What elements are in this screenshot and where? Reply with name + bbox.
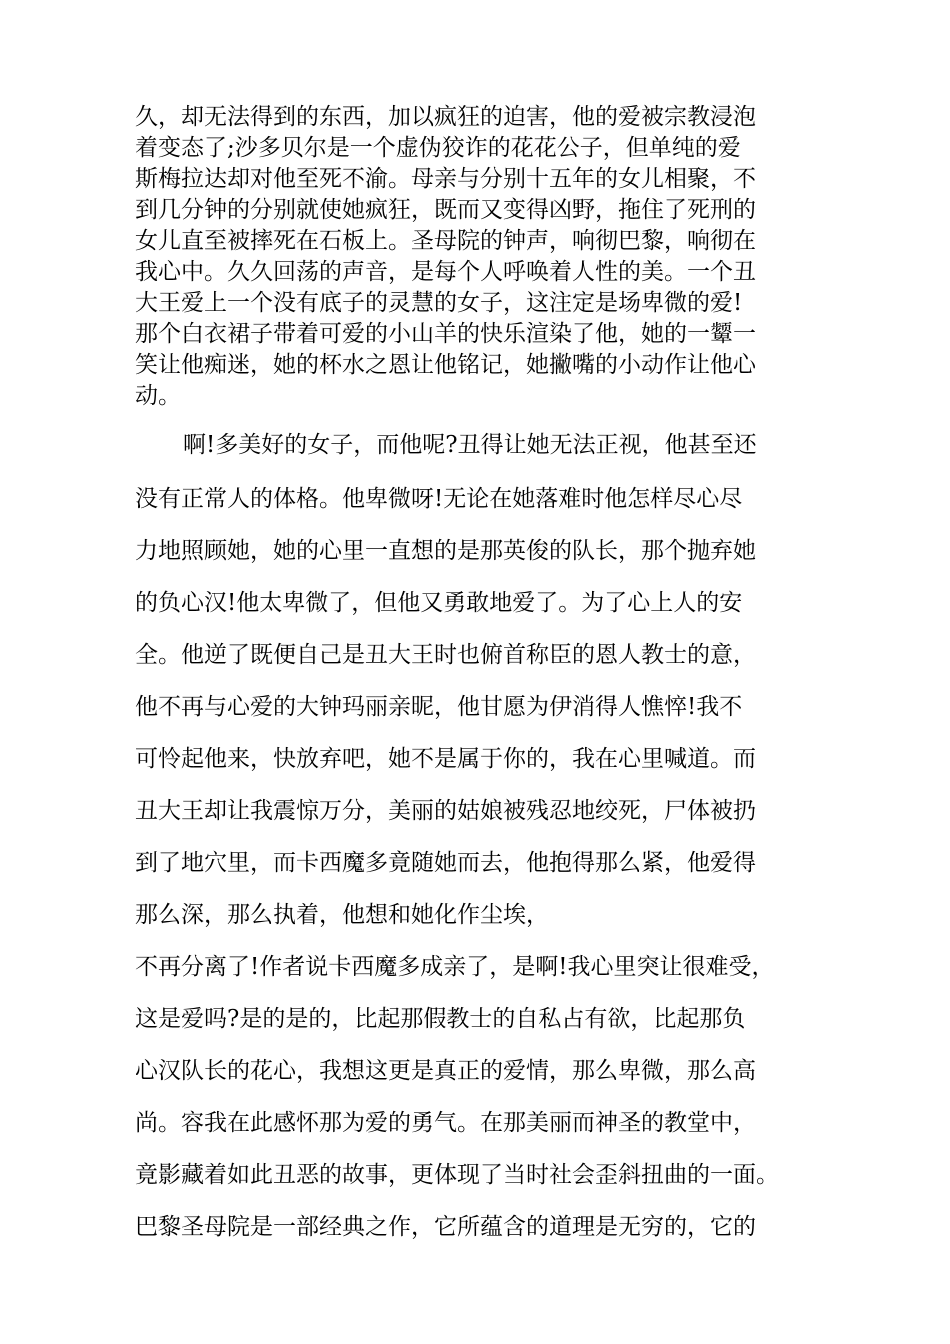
text-line: 我心中。久久回荡的声音，是每个人呼唤着人性的美。一个丑: [135, 259, 756, 285]
text-line: 到了地穴里，而卡西魔多竟随她而去，他抱得那么紧，他爱得: [135, 850, 756, 876]
text-line: 的负心汉!他太卑微了，但他又勇敢地爱了。为了心上人的安: [135, 590, 743, 616]
text-line: 着变态了;沙多贝尔是一个虚伪狡诈的花花公子，但单纯的爱: [135, 135, 741, 161]
text-line: 那个白衣裙子带着可爱的小山羊的快乐渲染了他，她的一颦一: [135, 321, 756, 347]
text-line: 力地照顾她，她的心里一直想的是那英俊的队长，那个抛弃她: [135, 538, 756, 564]
text-line: 尚。容我在此感怀那为爱的勇气。在那美丽而神圣的教堂中，: [135, 1110, 756, 1136]
text-line: 斯梅拉达却对他至死不渝。母亲与分别十五年的女儿相聚，不: [135, 166, 756, 192]
text-line: 到几分钟的分别就使她疯狂，既而又变得凶野，拖住了死刑的: [135, 197, 756, 223]
text-line: 动。: [135, 383, 181, 409]
text-line: 啊!多美好的女子，而他呢?丑得让她无法正视，他甚至还: [183, 432, 757, 458]
text-line: 竟影藏着如此丑恶的故事，更体现了当时社会歪斜扭曲的一面。: [135, 1162, 779, 1188]
text-line: 全。他逆了既便自己是丑大王时也俯首称臣的恩人教士的意，: [135, 642, 756, 668]
text-line: 久，却无法得到的东西，加以疯狂的迫害，他的爱被宗教浸泡: [135, 104, 756, 130]
text-line: 丑大王却让我震惊万分，美丽的姑娘被残忍地绞死，尸体被扔: [135, 798, 756, 824]
text-line: 女儿直至被摔死在石板上。圣母院的钟声，响彻巴黎，响彻在: [135, 228, 756, 254]
text-line: 那么深，那么执着，他想和她化作尘埃，: [135, 902, 549, 928]
text-line: 不再分离了!作者说卡西魔多成亲了，是啊!我心里突让很难受，: [135, 954, 775, 980]
text-line: 可怜起他来，快放弃吧，她不是属于你的，我在心里喊道。而: [135, 746, 756, 772]
text-line: 心汉队长的花心，我想这更是真正的爱情，那么卑微，那么高: [135, 1058, 756, 1084]
text-line: 没有正常人的体格。他卑微呀!无论在她落难时他怎样尽心尽: [135, 486, 743, 512]
text-line: 笑让他痴迷，她的杯水之恩让他铭记，她撇嘴的小动作让他心: [135, 352, 756, 378]
text-line: 大王爱上一个没有底子的灵慧的女子，这注定是场卑微的爱!: [135, 290, 743, 316]
text-line: 巴黎圣母院是一部经典之作，它所蕴含的道理是无穷的，它的: [135, 1214, 756, 1240]
text-line: 他不再与心爱的大钟玛丽亲昵，他甘愿为伊消得人憔悴!我不: [135, 694, 743, 720]
text-line: 这是爱吗?是的是的，比起那假教士的自私占有欲，比起那负: [135, 1006, 746, 1032]
